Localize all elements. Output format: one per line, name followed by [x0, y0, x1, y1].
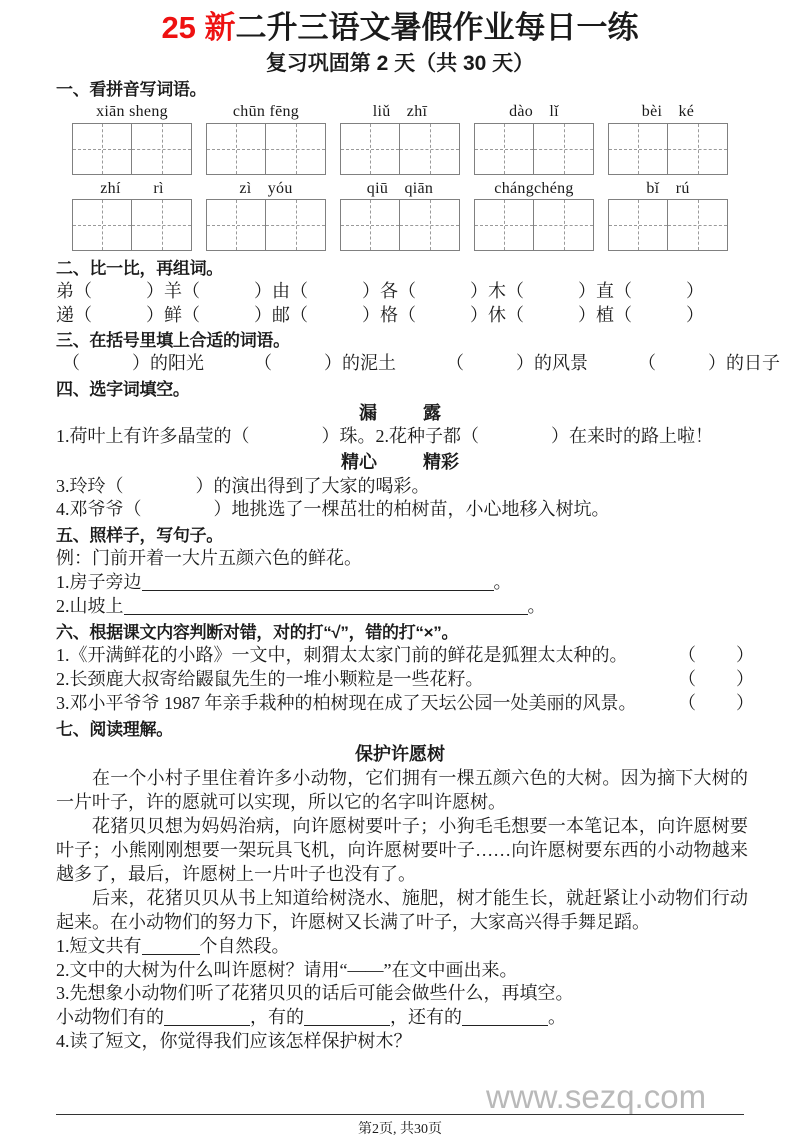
full-stop: 。 — [527, 595, 546, 616]
character-grid-box[interactable] — [206, 199, 326, 251]
pinyin-text: chūn fēng — [232, 103, 300, 121]
pinyin-text: liǔ zhī — [372, 103, 428, 121]
compare-word-item[interactable] — [380, 280, 488, 303]
bracket-item-label: ）的阳光 — [132, 353, 204, 374]
paren-open: （ — [678, 644, 696, 665]
statement-text: 1.《开满鲜花的小路》一文中，刺猬太太家门前的鲜花是狐狸太太种的。 — [56, 644, 628, 665]
compare-word-char: 邮（ — [272, 304, 308, 325]
pinyin-row-2 — [72, 179, 728, 199]
question-text: 1.房子旁边 — [56, 572, 142, 593]
question-text: ）的演出得到了大家的喝彩。 — [195, 475, 430, 496]
pinyin-text: xiān sheng — [96, 103, 168, 121]
section-7-heading: 七、阅读理解。 — [56, 719, 173, 739]
paren-close: ） — [470, 281, 488, 302]
fill-bracket-row — [0, 352, 800, 375]
pinyin-text: bèi ké — [641, 103, 695, 121]
character-grid-box[interactable] — [206, 123, 326, 175]
pinyin-label-cell — [340, 102, 460, 122]
compare-word-item[interactable] — [596, 280, 704, 303]
section-5-question-2 — [0, 595, 800, 619]
character-grid-box[interactable] — [608, 199, 728, 251]
pinyin-label-cell — [72, 179, 192, 199]
grid-cell[interactable] — [668, 124, 727, 174]
question-text: 4.邓爷爷（ — [56, 499, 142, 520]
paren-open: （ — [446, 353, 464, 374]
question-text: ，有的 — [250, 1007, 304, 1028]
bracket-item-label: ）的风景 — [516, 353, 588, 374]
paren-close: ） — [686, 281, 704, 302]
section-5-heading: 五、照样子，写句子。 — [56, 526, 223, 546]
footer-divider — [56, 1114, 744, 1115]
compare-word-char: 由（ — [272, 281, 308, 302]
compare-word-char: 弟（ — [56, 281, 92, 302]
question-text: ，还有的 — [390, 1007, 462, 1028]
grid-cell[interactable] — [534, 124, 593, 174]
pinyin-label-cell — [206, 179, 326, 199]
choice-option-jingxin: 精心 — [341, 452, 377, 473]
watermark: www.sezq.com — [486, 1078, 707, 1115]
grid-cell[interactable] — [400, 124, 459, 174]
choice-option-lu: 露 — [423, 402, 441, 423]
reading-question-4: 4.读了短文，你觉得我们应该怎样保护树木？ — [56, 1030, 412, 1051]
paren-close: ） — [362, 281, 380, 302]
compare-word-item[interactable] — [56, 280, 164, 303]
compare-words-row-2 — [0, 304, 800, 327]
paren-close: ） — [470, 304, 488, 325]
page-footer: 第2页, 共30页 — [358, 1122, 442, 1137]
reading-question-1 — [0, 935, 800, 959]
grid-cell[interactable] — [132, 200, 191, 250]
compare-word-item[interactable] — [56, 304, 164, 327]
section-5-question-1 — [0, 571, 800, 595]
character-grid-box[interactable] — [340, 123, 460, 175]
compare-word-item[interactable] — [488, 280, 596, 303]
choice-option-jingcai: 精彩 — [423, 452, 459, 473]
section-4-question-1-2 — [0, 425, 800, 449]
answer-paren[interactable] — [672, 644, 754, 668]
grid-cell[interactable] — [400, 200, 459, 250]
answer-underline[interactable] — [142, 573, 494, 591]
compare-word-item[interactable] — [488, 304, 596, 327]
grid-cell[interactable] — [668, 200, 727, 250]
compare-word-item[interactable] — [272, 304, 380, 327]
character-grid-box[interactable] — [72, 123, 192, 175]
article-paragraph: 后来，花猪贝贝从书上知道给树浇水、施肥，树才能生长，就赶紧让小动物们行动起来。在小动物们的努力下，许愿树又长满了叶子，大家高兴得手舞足蹈。 — [56, 887, 748, 932]
paren-open: （ — [638, 353, 656, 374]
section-2-heading: 二、比一比，再组词。 — [56, 259, 223, 279]
full-stop: 。 — [493, 572, 512, 593]
compare-word-item[interactable] — [596, 304, 704, 327]
bracket-item-label: ）的日子 — [708, 353, 780, 374]
section-3-heading: 三、在括号里填上合适的词语。 — [56, 331, 290, 351]
paren-close: ） — [254, 281, 272, 302]
pinyin-text: zì yóu — [239, 179, 293, 197]
paren-close: ） — [146, 304, 164, 325]
pinyin-text: bǐ rú — [646, 179, 690, 197]
page-title — [0, 10, 800, 46]
section-1-heading: 一、看拼音写词语。 — [56, 79, 207, 99]
pinyin-text: qiū qiān — [366, 179, 434, 197]
section-5-example: 例：门前开着一大片五颜六色的鲜花。 — [56, 548, 362, 569]
reading-question-3-blanks — [0, 1006, 800, 1030]
section-4-question-4 — [0, 498, 800, 522]
title-red-part: 25 新 — [161, 10, 236, 45]
pinyin-label-cell — [206, 102, 326, 122]
answer-underline[interactable] — [164, 1008, 250, 1026]
pinyin-row-1 — [72, 102, 728, 122]
grid-cell[interactable] — [73, 200, 132, 250]
character-grid-box[interactable] — [608, 123, 728, 175]
paren-open: （ — [254, 353, 272, 374]
grid-cell[interactable] — [132, 124, 191, 174]
statement-text: 2.长颈鹿大叔寄给鼹鼠先生的一堆小颗粒是一些花籽。 — [56, 668, 484, 689]
paren-close: ） — [736, 692, 754, 713]
article-paragraph: 花猪贝贝想为妈妈治病，向许愿树要叶子；小狗毛毛想要一本笔记本，向许愿树要叶子；小熊刚刚想要一架玩具飞机，向许愿树要叶子……向许愿树要东西的小动物越来越多了，最后，许愿树上一片叶子也没有了。 — [56, 816, 748, 884]
paren-open: （ — [678, 692, 696, 713]
pinyin-label-cell — [608, 179, 728, 199]
bracket-item-label: ）的泥土 — [324, 353, 396, 374]
reading-question-2: 2.文中的大树为什么叫许愿树？请用“——”在文中画出来。 — [56, 959, 518, 980]
question-text: 3.玲玲（ — [56, 475, 124, 496]
question-text: ）地挑选了一棵茁壮的柏树苗，小心地移入树坑。 — [213, 499, 610, 520]
article-title: 保护许愿树 — [355, 743, 445, 764]
section-6-heading: 六、根据课文内容判断对错，对的打“√”，错的打“×”。 — [56, 622, 459, 642]
character-grid-box[interactable] — [474, 199, 594, 251]
character-grid-box[interactable] — [474, 123, 594, 175]
character-grid-box[interactable] — [72, 199, 192, 251]
word-choice-header-2 — [0, 451, 800, 474]
reading-question-3: 3.先想象小动物们听了花猪贝贝的话后可能会做些什么，再填空。 — [56, 983, 574, 1004]
grid-cell[interactable] — [475, 200, 534, 250]
pinyin-label-cell — [474, 179, 594, 199]
pinyin-text: zhí rì — [100, 179, 164, 197]
paren-close: ） — [578, 281, 596, 302]
choice-option-lou: 漏 — [359, 402, 377, 423]
compare-word-item[interactable] — [164, 304, 272, 327]
true-false-row — [0, 644, 800, 668]
answer-underline[interactable] — [142, 937, 200, 955]
grid-cell[interactable] — [341, 124, 400, 174]
compare-word-item[interactable] — [272, 280, 380, 303]
true-false-row — [0, 668, 800, 692]
paren-close: ） — [362, 304, 380, 325]
compare-word-item[interactable] — [380, 304, 488, 327]
grid-cell[interactable] — [609, 124, 668, 174]
pinyin-label-cell — [474, 102, 594, 122]
section-4-heading: 四、选字词填空。 — [56, 379, 190, 399]
bracket-item[interactable] — [638, 352, 780, 375]
character-grid-row-2 — [72, 199, 728, 251]
grid-cell[interactable] — [266, 124, 325, 174]
answer-paren[interactable] — [672, 668, 754, 692]
paren-close: ） — [736, 668, 754, 689]
grid-cell[interactable] — [609, 200, 668, 250]
paren-open: （ — [62, 353, 80, 374]
compare-word-char: 直（ — [596, 281, 632, 302]
statement-text: 3.邓小平爷爷 1987 年亲手栽种的柏树现在成了天坛公园一处美丽的风景。 — [56, 692, 637, 713]
answer-underline[interactable] — [304, 1008, 390, 1026]
bracket-item[interactable] — [446, 352, 588, 375]
answer-paren[interactable] — [672, 692, 754, 716]
answer-underline[interactable] — [124, 597, 528, 615]
pinyin-label-cell — [608, 102, 728, 122]
paren-open: （ — [678, 668, 696, 689]
character-grid-row-1 — [72, 123, 728, 175]
question-text: 小动物们有的 — [56, 1007, 164, 1028]
pinyin-label-cell — [72, 102, 192, 122]
paren-close: ） — [146, 281, 164, 302]
compare-word-char: 休（ — [488, 304, 524, 325]
grid-cell[interactable] — [266, 200, 325, 250]
grid-cell[interactable] — [341, 200, 400, 250]
character-grid-box[interactable] — [340, 199, 460, 251]
pinyin-exercise — [0, 102, 800, 251]
page-subtitle: 复习巩固第 2 天（共 30 天） — [265, 51, 535, 75]
paren-close: ） — [686, 304, 704, 325]
article-paragraph: 在一个小村子里住着许多小动物，它们拥有一棵五颜六色的大树。因为摘下大树的一片叶子，许的愿就可以实现，所以它的名字叫许愿树。 — [56, 768, 748, 813]
pinyin-text: dào lǐ — [509, 103, 559, 121]
question-text: ）珠。2.花种子都（ — [321, 426, 479, 447]
question-text: ）在来时的路上啦！ — [551, 426, 713, 447]
compare-word-char: 格（ — [380, 304, 416, 325]
compare-word-item[interactable] — [164, 280, 272, 303]
question-text: 1.荷叶上有许多晶莹的（ — [56, 426, 250, 447]
question-text: 2.山坡上 — [56, 595, 124, 616]
grid-cell[interactable] — [534, 200, 593, 250]
compare-word-char: 木（ — [488, 281, 524, 302]
grid-cell[interactable] — [207, 200, 266, 250]
answer-underline[interactable] — [462, 1008, 548, 1026]
grid-cell[interactable] — [475, 124, 534, 174]
paren-close: ） — [254, 304, 272, 325]
full-stop: 。 — [548, 1007, 566, 1028]
worksheet-page — [0, 10, 800, 1141]
grid-cell[interactable] — [73, 124, 132, 174]
compare-word-char: 各（ — [380, 281, 416, 302]
true-false-row — [0, 692, 800, 716]
bracket-item[interactable] — [254, 352, 396, 375]
section-4-question-3 — [0, 475, 800, 499]
question-text: 个自然段。 — [199, 935, 290, 956]
bracket-item[interactable] — [62, 352, 204, 375]
compare-words-row-1 — [0, 280, 800, 303]
paren-close: ） — [736, 644, 754, 665]
pinyin-label-cell — [340, 179, 460, 199]
paren-close: ） — [578, 304, 596, 325]
compare-word-char: 羊（ — [164, 281, 200, 302]
pinyin-text: chángchéng — [494, 179, 574, 197]
word-choice-header-1 — [0, 402, 800, 425]
compare-word-char: 鲜（ — [164, 304, 200, 325]
compare-word-char: 植（ — [596, 304, 632, 325]
compare-word-char: 递（ — [56, 304, 92, 325]
title-black-part: 二升三语文暑假作业每日一练 — [235, 10, 639, 45]
grid-cell[interactable] — [207, 124, 266, 174]
question-text: 1.短文共有 — [56, 935, 142, 956]
